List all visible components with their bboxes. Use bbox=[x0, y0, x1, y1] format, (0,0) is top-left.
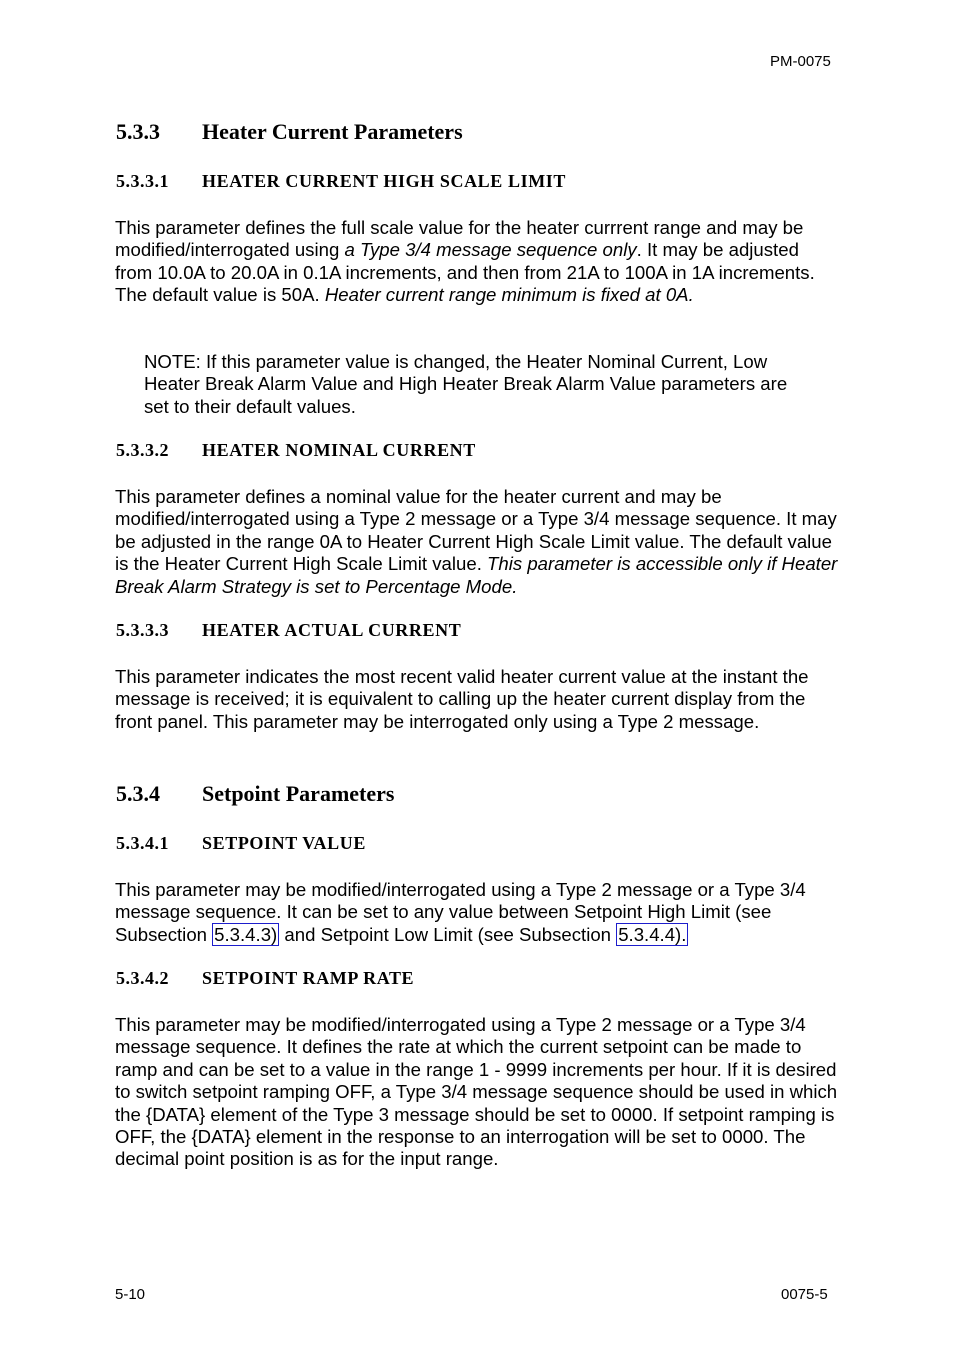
subsection-title: SETPOINT VALUE bbox=[202, 833, 366, 853]
subsection-title: SETPOINT RAMP RATE bbox=[202, 968, 415, 988]
subsection-title: HEATER ACTUAL CURRENT bbox=[202, 620, 462, 640]
emphasis-text: a Type 3/4 message sequence only bbox=[344, 239, 637, 261]
paragraph-actual-current: This parameter indicates the most recent valid heater current value at the instant the message is received; it is equivalent to calling up the heater current display from the front panel. This parameter may be interrogated only using a Type 2 message. bbox=[115, 666, 809, 732]
cross-reference-link[interactable]: 5.3.4.3) bbox=[214, 923, 278, 945]
document-id: PM-0075 bbox=[770, 53, 831, 70]
subsection-heading-5-3-3-2 bbox=[116, 440, 476, 461]
section-heading-5-3-4 bbox=[116, 781, 394, 807]
paragraph-text: and Setpoint Low Limit (see Subsection bbox=[279, 923, 617, 945]
subsection-heading-5-3-4-1 bbox=[116, 833, 366, 854]
subsection-number: 5.3.3.1 bbox=[116, 171, 169, 191]
paragraph-text: . It may be adjusted from 10.0A to 20.0A in 0.1A increments, and then from 21A to 100A in 1A increments. The default value is 50A. bbox=[115, 239, 815, 306]
section-number: 5.3.4 bbox=[116, 781, 160, 806]
paragraph-text: This parameter defines the full scale value for the heater currrent range and may be modified/interrogated using bbox=[115, 217, 804, 261]
paragraph-text: This parameter may be modified/interrogated using a Type 2 message or a Type 3/4 message sequence. It can be set to any value between Setpoint High Limit (see Subsection bbox=[115, 879, 806, 945]
subsection-title: HEATER NOMINAL CURRENT bbox=[202, 440, 476, 460]
cross-reference-link[interactable]: 5.3.4.4). bbox=[618, 923, 687, 945]
subsection-heading-5-3-3-1 bbox=[116, 171, 566, 192]
section-title: Heater Current Parameters bbox=[202, 119, 463, 144]
section-title: Setpoint Parameters bbox=[202, 781, 395, 806]
document-reference: 0075-5 bbox=[781, 1286, 828, 1303]
subsection-number: 5.3.4.2 bbox=[116, 968, 169, 988]
emphasis-text: Heater current range minimum is fixed at 0A. bbox=[324, 284, 694, 306]
subsection-heading-5-3-3-3 bbox=[116, 620, 461, 641]
subsection-number: 5.3.4.1 bbox=[116, 833, 169, 853]
paragraph-text: This parameter defines a nominal value for the heater current and may be modified/interrogated using a Type 2 message or a Type 3/4 message sequence. It may be adjusted in the range 0A to Heater Current High Scale Limit value. The default value is the Heater Current High Scale Limit value. bbox=[115, 486, 837, 575]
section-heading-5-3-3 bbox=[116, 119, 463, 145]
paragraph-ramp-rate: This parameter may be modified/interrogated using a Type 2 message or a Type 3/4 message sequence. It defines the rate at which the current setpoint can be made to ramp and can be set to a value in the range 1 - 9999 increments per hour. If it is desired to switch setpoint ramping OFF, a Type 3/4 message sequence should be used in which the {DATA} element of the Type 3 message should be set to 0000. If setpoint ramping is OFF, the {DATA} element in the response to an interrogation will be set to 0000. The decimal point position is as for the input range. bbox=[115, 1014, 838, 1170]
note-paragraph: NOTE: If this parameter value is changed, the Heater Nominal Current, Low Heater Break Alarm Value and High Heater Break Alarm Value parameters are set to their default values. bbox=[144, 351, 788, 417]
subsection-title: HEATER CURRENT HIGH SCALE LIMIT bbox=[202, 171, 567, 191]
subsection-number: 5.3.3.3 bbox=[116, 620, 169, 640]
page-number: 5-10 bbox=[115, 1286, 146, 1303]
emphasis-text: This parameter is accessible only if Heater Break Alarm Strategy is set to Percentage Mode. bbox=[115, 553, 838, 597]
subsection-heading-5-3-4-2 bbox=[116, 968, 414, 989]
section-number: 5.3.3 bbox=[116, 119, 160, 144]
paragraph-high-scale-limit bbox=[115, 217, 840, 307]
paragraph-setpoint-value bbox=[115, 879, 840, 946]
subsection-number: 5.3.3.2 bbox=[116, 440, 169, 460]
paragraph-nominal-current bbox=[115, 486, 840, 598]
